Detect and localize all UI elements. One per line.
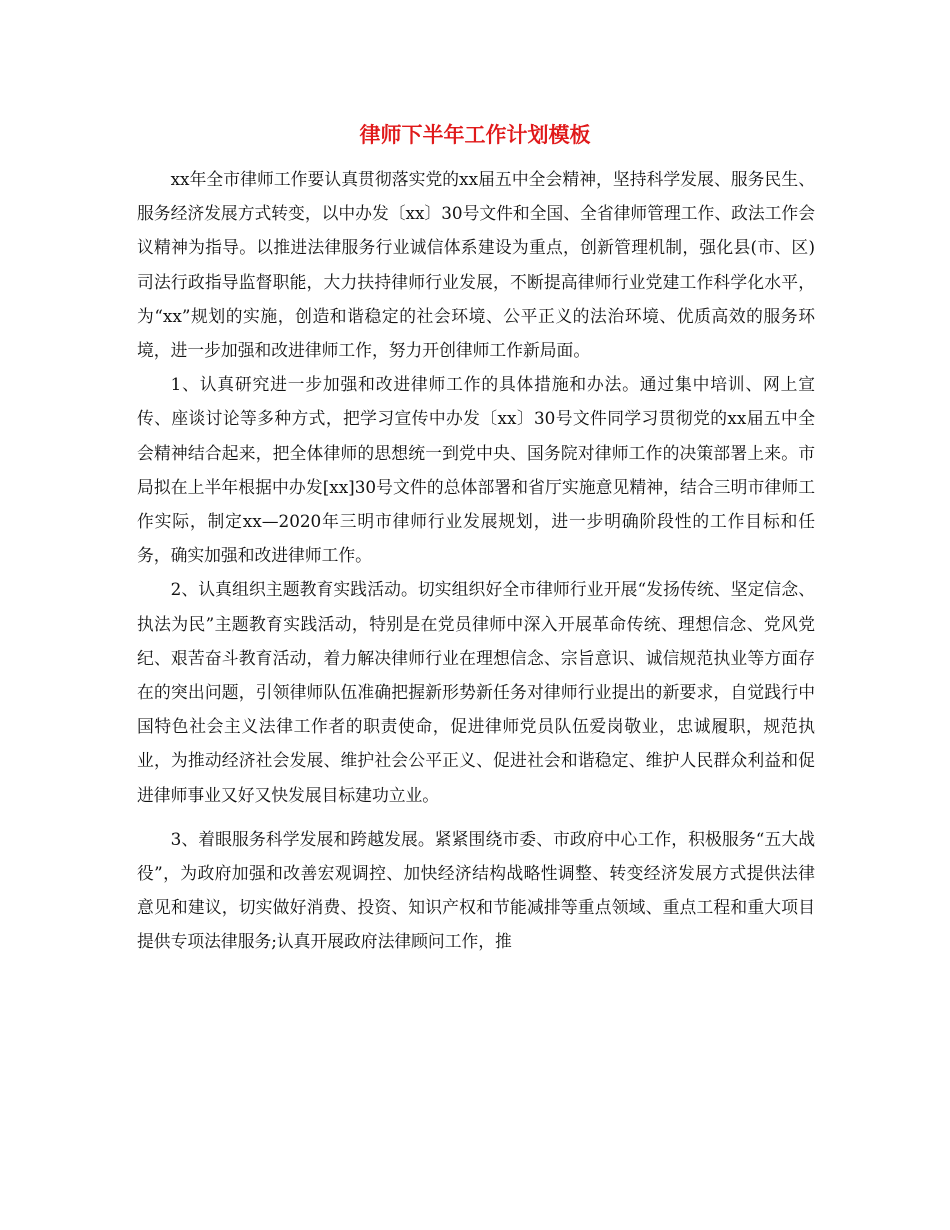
paragraph-item-2: 2、认真组织主题教育实践活动。切实组织好全市律师行业开展“发扬传统、坚定信念、执法为民”主题教育实践活动，特别是在党员律师中深入开展革命传统、理想信念、党风党纪、艰苦奋斗教育活动，着力解决律师行业在理想信念、宗旨意识、诚信规范执业等方面存在的突出问题，引领律师队伍准确把握新形势新任务对律师行业提出的新要求，自觉践行中国特色社会主义法律工作者的职责使命，促进律师党员队伍爱岗敬业，忠诚履职，规范执业，为推动经济社会发展、维护社会公平正义、促进社会和谐稳定、维护人民群众利益和促进律师事业又好又快发展目标建功立业。 [137, 579, 815, 805]
paragraph-item-3: 3、着眼服务科学发展和跨越发展。紧紧围绕市委、市政府中心工作，积极服务“五大战役”，为政府加强和改善宏观调控、加快经济结构战略性调整、转变经济发展方式提供法律意见和建议，切实做好消费、投资、知识产权和节能减排等重点领域、重点工程和重大项目提供专项法律服务;认真开展政府法律顾问工作，推 [137, 828, 815, 952]
paragraph-intro: xx年全市律师工作要认真贯彻落实党的xx届五中全会精神，坚持科学发展、服务民生、服务经济发展方式转变，以中办发〔xx〕30号文件和全国、全省律师管理工作、政法工作会议精神为指导。以推进法律服务行业诚信体系建设为重点，创新管理机制，强化县(市、区)司法行政指导监督职能，大力扶持律师行业发展，不断提高律师行业党建工作科学化水平，为“xx”规划的实施，创造和谐稳定的社会环境、公平正义的法治环境、优质高效的服务环境，进一步加强和改进律师工作，努力开创律师工作新局面。 [137, 169, 815, 361]
document-body [137, 162, 815, 959]
document-title: 律师下半年工作计划模板 [359, 123, 591, 147]
paragraph-item-1: 1、认真研究进一步加强和改进律师工作的具体措施和办法。通过集中培训、网上宣传、座谈讨论等多种方式，把学习宣传中办发〔xx〕30号文件同学习贯彻党的xx届五中全会精神结合起来，把全体律师的思想统一到党中央、国务院对律师工作的决策部署上来。市局拟在上半年根据中办发[xx]30号文件的总体部署和省厅实施意见精神，结合三明市律师工作实际，制定xx—2020年三明市律师行业发展规划，进一步明确阶段性的工作目标和任务，确实加强和改进律师工作。 [137, 374, 815, 566]
